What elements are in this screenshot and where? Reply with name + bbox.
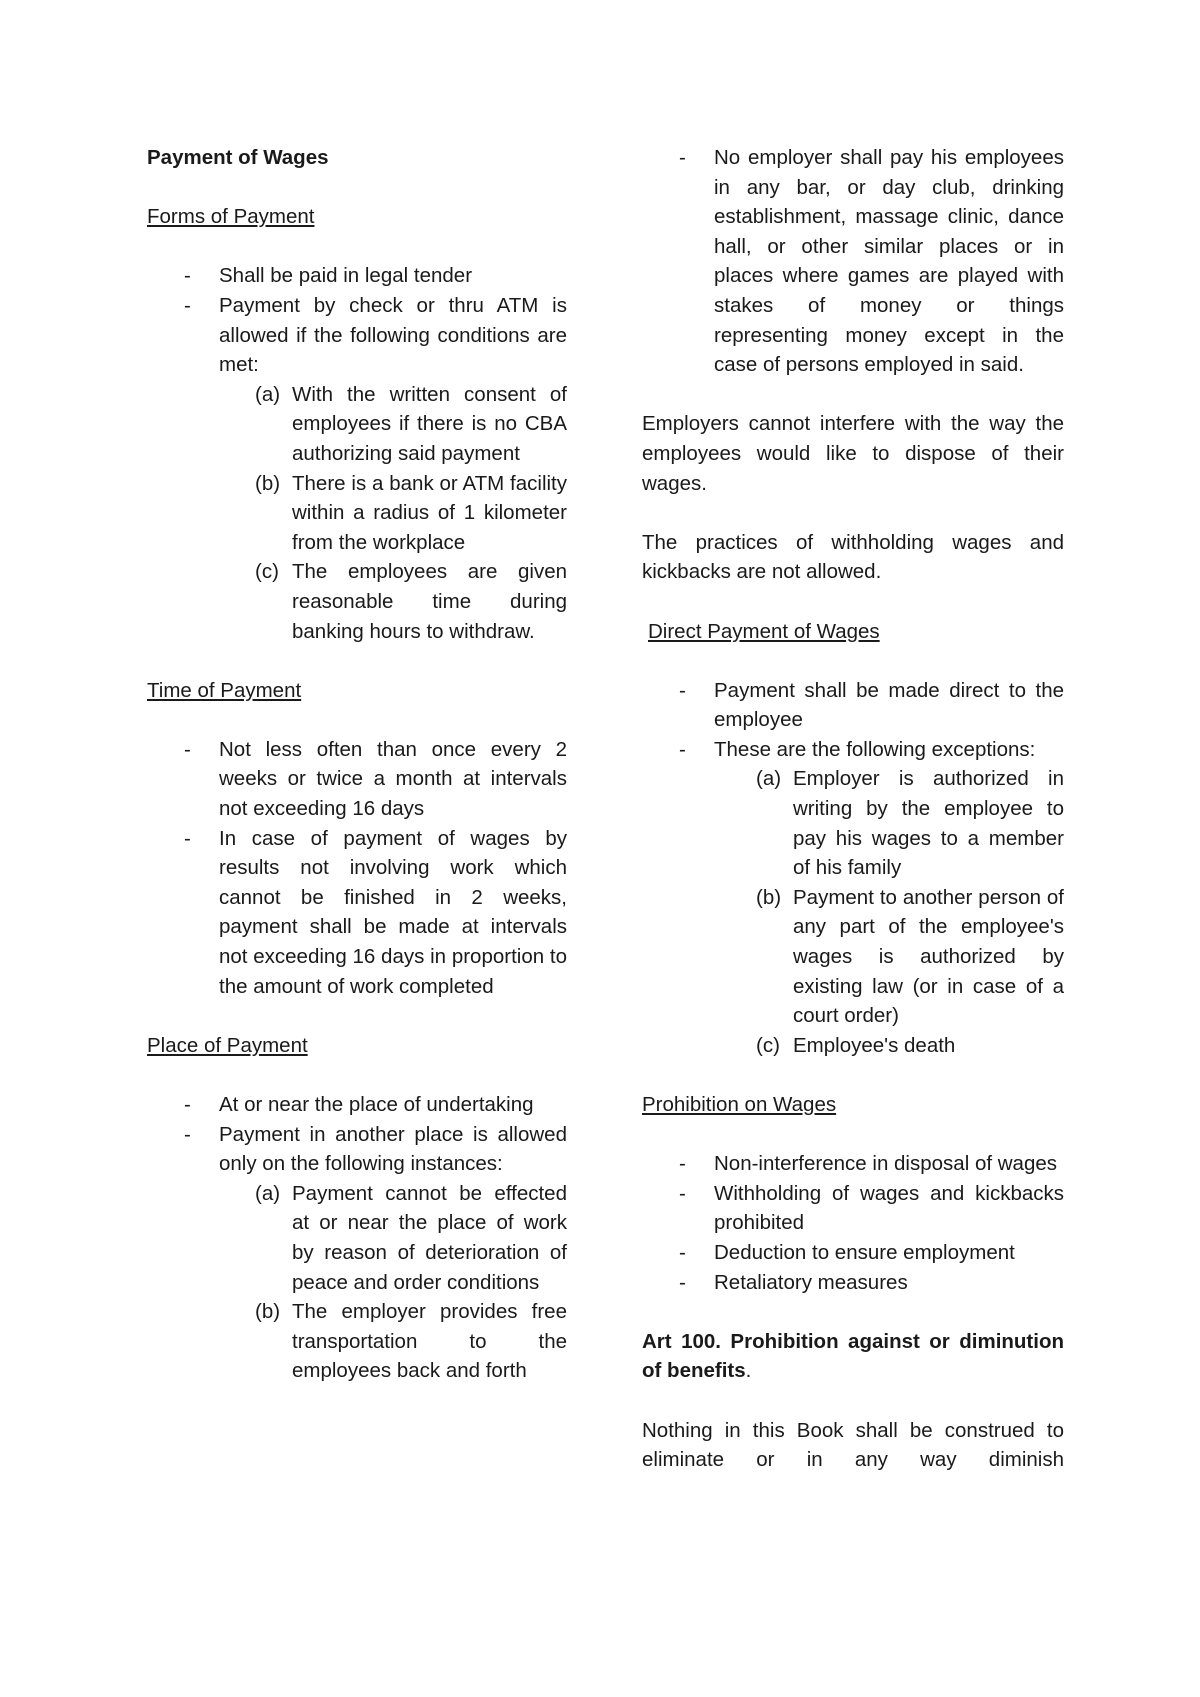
- bullet-text: No employer shall pay his employees in any bar, or day club, drinking establishment, massage clinic, dance hall, or other similar places or in places where games are played with stakes of money or things representing money except in the case of persons employed in said.: [714, 146, 1064, 377]
- direct-sub-list: [720, 764, 1064, 1060]
- place-sub-list: [219, 1179, 567, 1386]
- list-item: [147, 735, 567, 824]
- dash-bullet: -: [679, 1270, 686, 1294]
- bullet-text: Payment in another place is allowed only on the following instances:: [219, 1122, 567, 1176]
- dash-bullet: -: [679, 1240, 686, 1264]
- left-column: [147, 143, 567, 1416]
- paragraph-dispose-wages: Employers cannot interfere with the way the employees would like to dispose of their wages.: [642, 412, 1064, 495]
- dash-bullet: -: [679, 1152, 686, 1176]
- article-body: Nothing in this Book shall be construed to eliminate or in any way diminish: [642, 1418, 1064, 1472]
- sub-marker: (b): [255, 471, 281, 495]
- dash-bullet: -: [679, 737, 686, 761]
- sub-marker: (c): [756, 1033, 780, 1057]
- dash-bullet: -: [184, 1093, 191, 1116]
- sub-item-text: Payment to another person of any part of the employee's wages is authorized by existing law (or in case of a court order): [793, 885, 1064, 1028]
- sub-list-item: [219, 380, 567, 469]
- article-heading: [642, 1327, 1064, 1386]
- dash-bullet: -: [184, 826, 191, 850]
- document-title: Payment of Wages: [147, 146, 329, 169]
- dash-bullet: -: [679, 146, 686, 169]
- sub-list-item: [720, 1031, 1064, 1061]
- dash-bullet: -: [184, 1122, 191, 1146]
- sub-item-text: Payment cannot be effected at or near the place of work by reason of deterioration of peace and order conditions: [292, 1181, 567, 1294]
- bullet-text: Withholding of wages and kickbacks prohibited: [714, 1181, 1064, 1235]
- list-item: [147, 824, 567, 1002]
- list-item: [642, 1149, 1064, 1179]
- dash-bullet: -: [184, 737, 191, 761]
- list-item: [642, 1268, 1064, 1298]
- sub-list-item: [219, 1179, 567, 1297]
- place-bullet-list: [147, 1090, 567, 1386]
- dash-bullet: -: [679, 678, 686, 702]
- section-heading-direct: Direct Payment of Wages: [648, 619, 880, 643]
- right-column: [642, 143, 1064, 1504]
- bullet-text: Non-interference in disposal of wages: [714, 1152, 1057, 1176]
- bullet-text: Retaliatory measures: [714, 1270, 908, 1294]
- sub-list-item: [720, 764, 1064, 882]
- sub-marker: (a): [756, 767, 782, 791]
- section-heading-time: Time of Payment: [147, 678, 302, 702]
- sub-item-text: There is a bank or ATM facility within a radius of 1 kilometer from the workplace: [292, 471, 567, 554]
- bullet-text: Payment by check or thru ATM is allowed if the following conditions are met:: [219, 293, 567, 377]
- bullet-text: These are the following exceptions:: [714, 737, 1036, 761]
- list-item: [642, 676, 1064, 735]
- bullet-text: Not less often than once every 2 weeks or twice a month at intervals not exceeding 16 days: [219, 737, 567, 821]
- bullet-text: Deduction to ensure employment: [714, 1240, 1015, 1264]
- bullet-text: Shall be paid in legal tender: [219, 264, 473, 288]
- dash-bullet: -: [679, 1181, 686, 1205]
- list-item: [147, 291, 567, 646]
- list-item: [147, 1120, 567, 1386]
- bullet-text: Payment shall be made direct to the employee: [714, 678, 1064, 732]
- prohibition-bullet-list: [642, 1149, 1064, 1297]
- sub-marker: (b): [255, 1300, 281, 1324]
- sub-item-text: With the written consent of employees if there is no CBA authorizing said payment: [292, 382, 567, 465]
- sub-marker: (c): [255, 560, 279, 584]
- section-heading-forms: Forms of Payment: [147, 205, 315, 229]
- sub-marker: (a): [255, 382, 281, 406]
- section-heading-place: Place of Payment: [147, 1033, 308, 1057]
- list-item: [642, 735, 1064, 1061]
- forms-sub-list: [219, 380, 567, 646]
- bullet-text: At or near the place of undertaking: [219, 1093, 534, 1116]
- dash-bullet: -: [184, 264, 191, 288]
- list-item: [642, 1238, 1064, 1268]
- time-bullet-list: [147, 735, 567, 1001]
- sub-item-text: Employee's death: [793, 1033, 956, 1057]
- paragraph-withholding: The practices of withholding wages and kickbacks are not allowed.: [642, 530, 1064, 584]
- forms-bullet-list: [147, 261, 567, 646]
- section-heading-prohibition: Prohibition on Wages: [642, 1093, 837, 1116]
- sub-item-text: The employees are given reasonable time during banking hours to withdraw.: [292, 560, 567, 643]
- sub-list-item: [720, 883, 1064, 1031]
- dash-bullet: -: [184, 293, 191, 317]
- sub-marker: (a): [255, 1181, 281, 1205]
- sub-list-item: [219, 557, 567, 646]
- bullet-text: In case of payment of wages by results not involving work which cannot be finished in 2 weeks, payment shall be made at intervals not exceeding 16 days in proportion to the amount of work completed: [219, 826, 567, 998]
- sub-item-text: The employer provides free transportation to the employees back and forth: [292, 1300, 567, 1383]
- sub-item-text: Employer is authorized in writing by the employee to pay his wages to a member of his family: [793, 767, 1064, 880]
- list-item: [642, 143, 1064, 380]
- article-title: Art 100. Prohibition against or diminution of benefits: [642, 1329, 1064, 1383]
- sub-marker: (b): [756, 885, 782, 909]
- sub-list-item: [219, 469, 567, 558]
- list-item: [642, 1179, 1064, 1238]
- sub-list-item: [219, 1297, 567, 1386]
- list-item: [147, 261, 567, 291]
- direct-bullet-list: [642, 676, 1064, 1061]
- list-item: [147, 1090, 567, 1120]
- continued-bullet-list: [642, 143, 1064, 380]
- article-title-period: .: [745, 1359, 752, 1383]
